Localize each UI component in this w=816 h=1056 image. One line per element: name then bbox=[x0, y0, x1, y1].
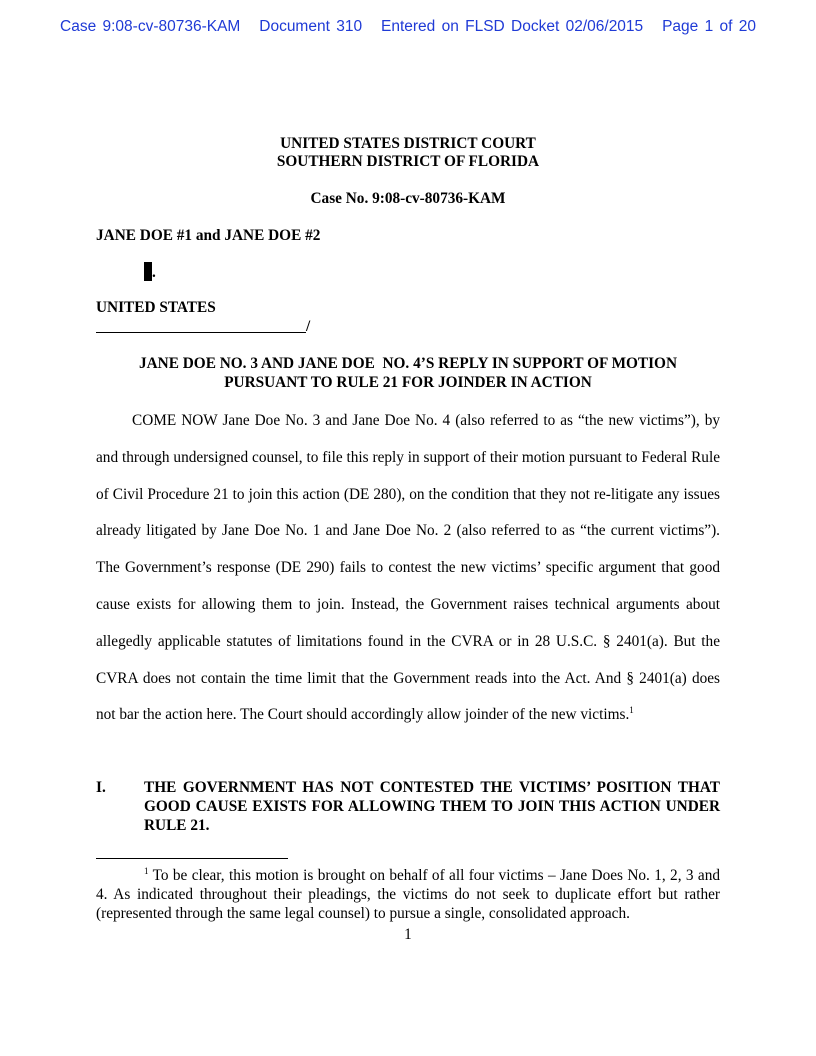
docket-header: Case 9:08-cv-80736-KAM Document 310 Entered on FLSD Docket 02/06/2015 Page 1 of 20 bbox=[60, 18, 756, 35]
redaction-block bbox=[144, 262, 152, 281]
section-heading-text: THE GOVERNMENT HAS NOT CONTESTED THE VICTIMS’ POSITION THAT GOOD CAUSE EXISTS FOR ALLOWING THEM TO JOIN THIS ACTION UNDER RULE 21. bbox=[144, 779, 720, 834]
caption-slash: / bbox=[306, 318, 311, 335]
case-number: Case No. 9:08-cv-80736-KAM bbox=[310, 190, 506, 207]
motion-title-line-2: PURSUANT TO RULE 21 FOR JOINDER IN ACTION bbox=[224, 374, 592, 391]
court-line-2: SOUTHERN DISTRICT OF FLORIDA bbox=[276, 153, 540, 170]
page-number: 1 bbox=[404, 926, 412, 943]
motion-title bbox=[96, 354, 720, 392]
body-paragraph bbox=[96, 403, 720, 734]
section-number: I. bbox=[96, 779, 106, 796]
court-name bbox=[0, 135, 816, 171]
footnote-reference[interactable]: 1 bbox=[629, 705, 634, 716]
footnote bbox=[96, 866, 720, 923]
footnote-text: To be clear, this motion is brought on behalf of all four victims – Jane Does No. 1, 2, 3 and 4. As indicated throughout their pleadings, the victims do not seek to duplicate effort but rather (represented through the same legal counsel) to pursue a single, consolidated approach. bbox=[96, 867, 720, 922]
redacted-caption-line bbox=[144, 262, 156, 282]
section-heading bbox=[96, 778, 720, 835]
footnote-marker: 1 bbox=[144, 866, 149, 876]
caption-rule bbox=[96, 318, 306, 333]
court-line-1: UNITED STATES DISTRICT COURT bbox=[280, 135, 536, 152]
caption-signature-line bbox=[96, 318, 310, 336]
defendant: UNITED STATES bbox=[96, 299, 216, 316]
motion-title-line-1: JANE DOE NO. 3 AND JANE DOE NO. 4’S REPLY IN SUPPORT OF MOTION bbox=[138, 355, 678, 372]
body-paragraph-text: COME NOW Jane Doe No. 3 and Jane Doe No. 4 (also referred to as “the new victims”), by and through undersigned counsel, to file this reply in support of their motion pursuant to Federal Rule of Civil Procedure 21 to join this action (DE 280), on the condition that they not re-litigate any issues already litigated by Jane Doe No. 1 and Jane Doe No. 2 (also referred to as “the current victims”). The Government’s response (DE 290) fails to contest the new victims’ specific argument that good cause exists for allowing them to join. Instead, the Government raises technical arguments about allegedly applicable statutes of limitations found in the CVRA or in 28 U.S.C. § 2401(a). But the CVRA does not contain the time limit that the Government reads into the Act. And § 2401(a) does not bar the action here. The Court should accordingly allow joinder of the new victims. bbox=[96, 412, 720, 724]
footnote-divider bbox=[96, 858, 288, 859]
plaintiffs: JANE DOE #1 and JANE DOE #2 bbox=[96, 227, 321, 244]
redacted-suffix: . bbox=[152, 264, 156, 281]
